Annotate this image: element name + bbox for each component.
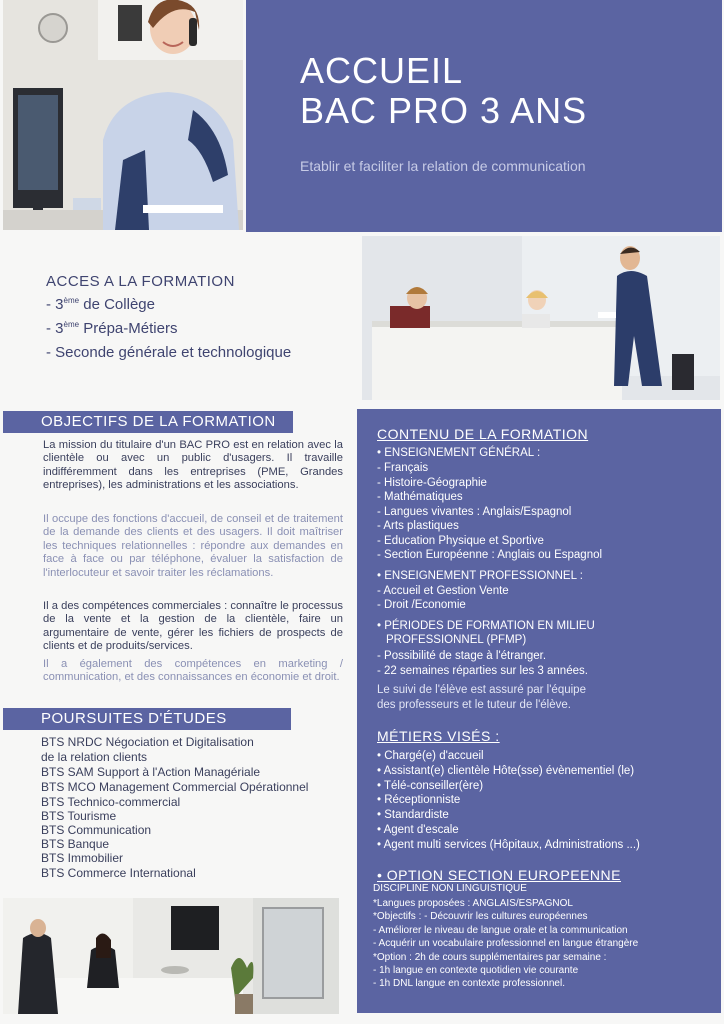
metiers-header: MÉTIERS VISÉS : — [377, 728, 500, 744]
lobby-photo — [3, 898, 339, 1014]
metier-item: • Agent multi services (Hôpitaux, Administrations ...) — [377, 839, 640, 851]
metier-item: • Assistant(e) clientèle Hôte(sse) évènementiel (le) — [377, 765, 635, 777]
bts-item: BTS Immobilier — [41, 851, 124, 865]
bts-item: de la relation clients — [41, 750, 148, 764]
objectifs-paragraph: Il a également des compétences en marketing / communication, et des connaissances en économie et droit. — [43, 658, 343, 684]
pfmp-item: - 22 semaines réparties sur les 3 années. — [377, 665, 588, 677]
option-discipline: DISCIPLINE NON LINGUISTIQUE — [373, 883, 527, 894]
contenu-header: CONTENU DE LA FORMATION — [377, 426, 589, 442]
poursuites-header: POURSUITES D'ÉTUDES — [3, 708, 291, 730]
bts-item: BTS NRDC Négociation et Digitalisation — [41, 735, 254, 749]
bts-item: BTS MCO Management Commercial Opérationnel — [41, 780, 309, 794]
general-item: - Français — [377, 462, 429, 474]
page-subtitle: Etablir et faciliter la relation de communication — [300, 158, 586, 174]
objectifs-paragraph: Il occupe des fonctions d'accueil, de conseil et de traitement de la demande des clients et des usagers. Il doit maîtriser les techniques relationnelles : répondre aux demandes en face à face ou par téléphone, évaluer la satisfaction de l'interlocuteur et savoir traiter les réclamations. — [43, 513, 343, 579]
bts-item: BTS Technico-commercial — [41, 795, 181, 809]
pfmp-item: - Possibilité de stage à l'étranger. — [377, 650, 547, 662]
general-item: - Education Physique et Sportive — [377, 535, 544, 547]
general-item: - Histoire-Géographie — [377, 477, 487, 489]
option-line: *Langues proposées : ANGLAIS/ESPAGNOL — [373, 898, 573, 909]
pro-item: - Droit /Economie — [377, 599, 466, 611]
bts-item: BTS Communication — [41, 823, 152, 837]
general-item: - Arts plastiques — [377, 520, 459, 532]
suivi-line: des professeurs et le tuteur de l'élève. — [377, 699, 571, 711]
pfmp-title: PROFESSIONNEL (PFMP) — [386, 634, 527, 646]
access-item: - Seconde générale et technologique — [46, 344, 292, 361]
bts-item: BTS Commerce International — [41, 866, 196, 880]
access-item: - 3ème Prépa-Métiers — [46, 320, 178, 337]
metier-item: • Chargé(e) d'accueil — [377, 750, 484, 762]
option-line: - 1h langue en contexte quotidien vie courante — [373, 965, 579, 976]
general-item: - Langues vivantes : Anglais/Espagnol — [377, 506, 572, 518]
page-title-line1: ACCUEIL — [300, 50, 464, 91]
access-heading: ACCES A LA FORMATION — [46, 273, 235, 290]
metier-item: • Réceptionniste — [377, 794, 461, 806]
bts-item: BTS Tourisme — [41, 809, 117, 823]
option-line: *Objectifs : - Découvrir les cultures européennes — [373, 911, 588, 922]
general-title: • ENSEIGNEMENT GÉNÉRAL : — [377, 447, 541, 459]
metier-item: • Agent d'escale — [377, 824, 459, 836]
bts-item: BTS SAM Support à l'Action Managériale — [41, 765, 261, 779]
pro-item: - Accueil et Gestion Vente — [377, 585, 509, 597]
objectifs-paragraph: Il a des compétences commerciales : connaître le processus de la vente et la gestion de la clientèle, faire un argumentaire de vente, gérer les fichiers de prospects de clients et de produits/services. — [43, 600, 343, 653]
reception-desk-photo — [362, 236, 720, 400]
pfmp-title: • PÉRIODES DE FORMATION EN MILIEU — [377, 620, 595, 632]
option-line: - Améliorer le niveau de langue orale et la communication — [373, 925, 628, 936]
receptionist-photo — [3, 0, 243, 230]
bts-item: BTS Banque — [41, 837, 110, 851]
objectifs-header: OBJECTIFS DE LA FORMATION — [3, 411, 293, 433]
suivi-line: Le suivi de l'élève est assuré par l'équipe — [377, 684, 586, 696]
option-line: *Option : 2h de cours supplémentaires par semaine : — [373, 952, 607, 963]
general-item: - Mathématiques — [377, 491, 463, 503]
general-item: - Section Européenne : Anglais ou Espagnol — [377, 549, 603, 561]
option-line: - Acquérir un vocabulaire professionnel en langue étrangère — [373, 938, 639, 949]
pro-title: • ENSEIGNEMENT PROFESSIONNEL : — [377, 570, 583, 582]
option-line: - 1h DNL langue en contexte professionnel. — [373, 978, 565, 989]
page-title-line2: BAC PRO 3 ANS — [300, 90, 588, 131]
objectifs-paragraph: La mission du titulaire d'un BAC PRO est en relation avec la clientèle ou avec un public d'usagers. Il travaille indifféremment dans les entreprises (PME, Grandes entreprises), les administrations et les associations. — [43, 439, 343, 492]
option-header: • OPTION SECTION EUROPEENNE — [377, 867, 621, 883]
metier-item: • Standardiste — [377, 809, 449, 821]
access-item: - 3ème de Collège — [46, 296, 155, 313]
metier-item: • Télé-conseiller(ère) — [377, 780, 484, 792]
